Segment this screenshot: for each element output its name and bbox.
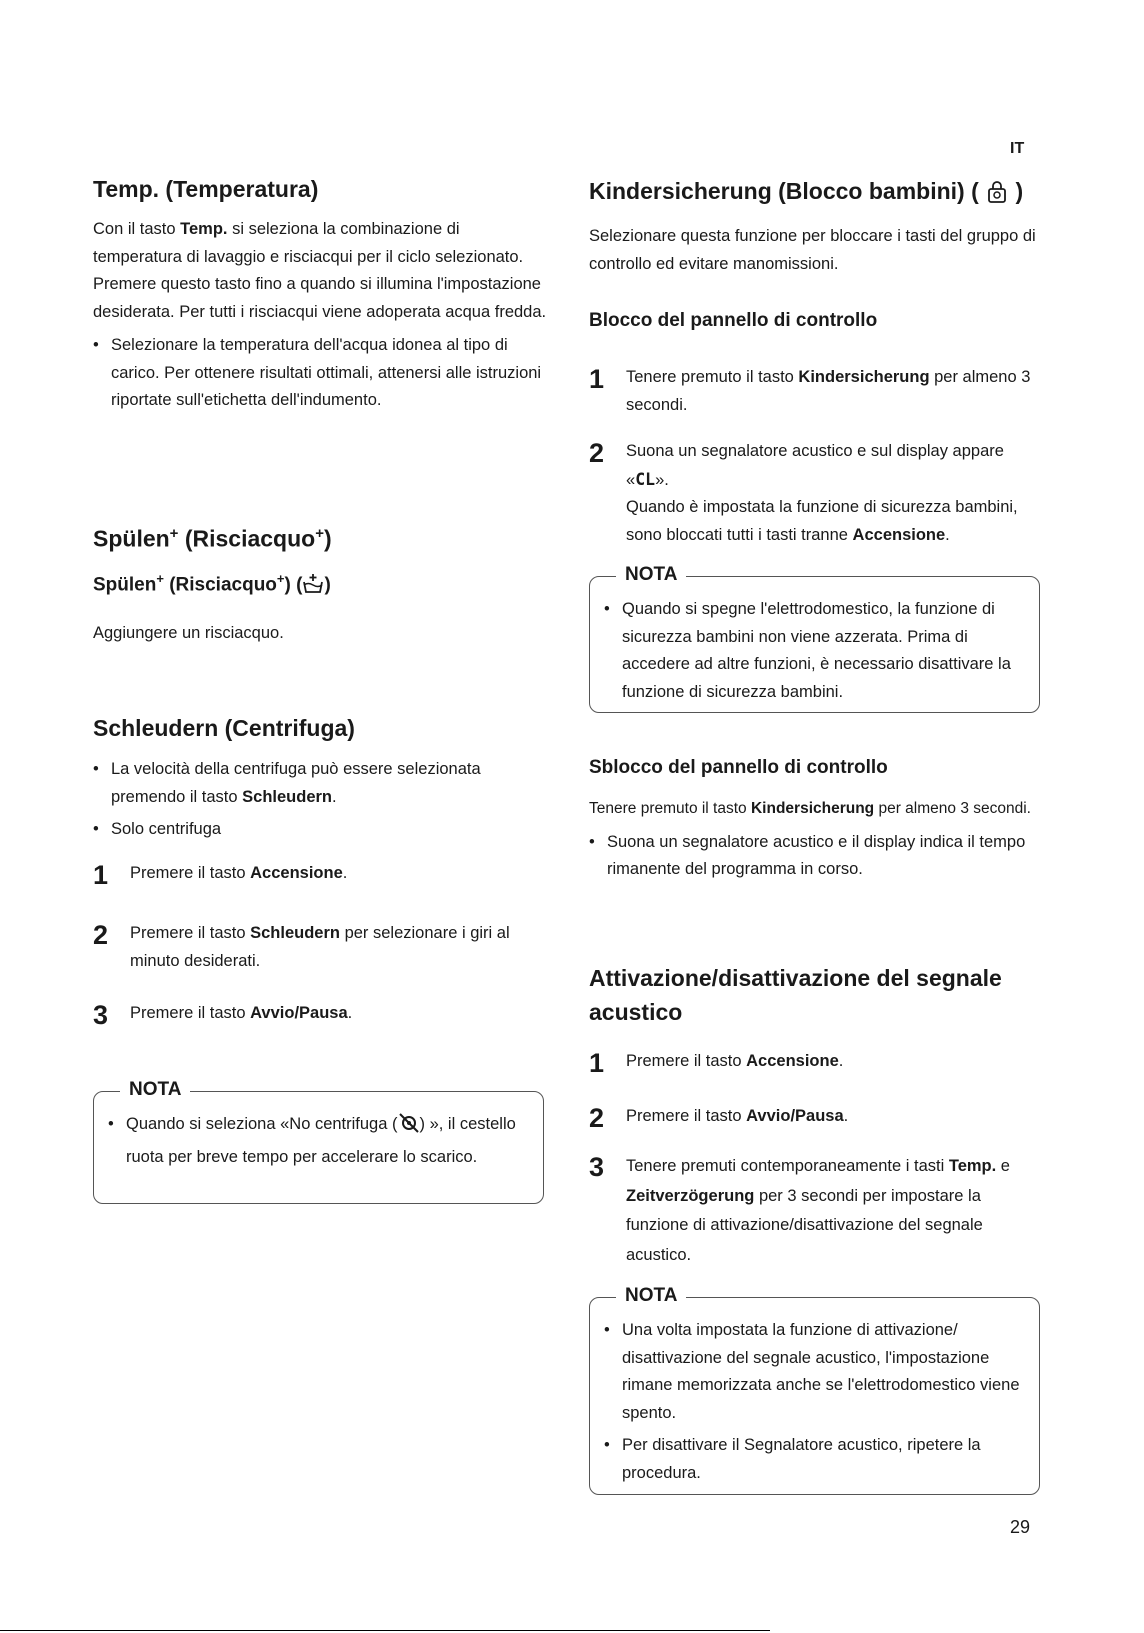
note-title: NOTA — [616, 560, 686, 590]
beep-section — [589, 961, 1044, 1029]
unlock-text: Tenere premuto il tasto Kindersicherung per almeno 3 secondi. — [589, 800, 1031, 817]
note-title: NOTA — [120, 1075, 190, 1105]
unlock-section — [589, 755, 1044, 884]
beep-title: Attivazione/disattivazione del segnale acustico — [589, 965, 1002, 1025]
step-number: 1 — [589, 364, 605, 394]
step-number: 1 — [589, 1048, 605, 1078]
child-lock-icon — [985, 179, 1009, 213]
note-bullet: • Per disattivare il Segnalatore acustico, ripetere la procedura. — [604, 1432, 1025, 1487]
step-number: 2 — [93, 920, 109, 950]
spin-note-box — [93, 1079, 544, 1204]
child-lock-section — [589, 174, 1044, 334]
step-number: 3 — [589, 1152, 605, 1182]
no-spin-icon — [398, 1112, 420, 1144]
note-body — [604, 1317, 1025, 1487]
temp-title: Temp. (Temperatura) — [93, 176, 319, 202]
rinse-plus-icon — [302, 573, 324, 603]
spin-bullet-speed: • La velocità della centrifuga può essere selezionata premendo il tasto Schleudern. — [93, 756, 548, 811]
step-number: 3 — [93, 1000, 109, 1030]
child-lock-note-box — [589, 564, 1040, 713]
rinse-title: Spülen+ (Risciacquo+) — [93, 525, 332, 552]
bottom-rule — [0, 1630, 770, 1631]
step-text: Suona un segnalatore acustico e sul display appare «CL». Quando è impostata la funzione di sicurezza bambini, sono bloccati tutti i tasti tranne Accensione. — [626, 442, 1018, 544]
step-text: Premere il tasto Accensione. — [626, 1052, 844, 1070]
temp-bullet: • Selezionare la temperatura dell'acqua idonea al tipo di carico. Per ottenere risultati ottimali, attenersi alle istruzioni riportate sull'etichetta dell'indumento. — [93, 332, 548, 415]
beep-note-box — [589, 1285, 1040, 1495]
step-text: Premere il tasto Schleudern per selezionare i giri al minuto desiderati. — [130, 924, 510, 970]
unlock-bullet: • Suona un segnalatore acustico e il display indica il tempo rimanente del programma in corso. — [589, 829, 1044, 884]
unlock-panel-title: Sblocco del pannello di controllo — [589, 757, 888, 778]
spin-title: Schleudern (Centrifuga) — [93, 715, 355, 741]
rinse-text: Aggiungere un risciacquo. — [93, 623, 284, 642]
note-body — [108, 1111, 529, 1171]
rinse-section — [93, 517, 548, 647]
spin-section — [93, 711, 548, 844]
child-lock-title: Kindersicherung (Blocco bambini) ( ) — [589, 174, 1044, 213]
step-text: Tenere premuto il tasto Kindersicherung per almeno 3 secondi. — [626, 368, 1031, 414]
language-code: IT — [1010, 140, 1025, 157]
note-body — [604, 596, 1025, 706]
note-title: NOTA — [616, 1281, 686, 1311]
step-text: Premere il tasto Avvio/Pausa. — [626, 1107, 849, 1125]
note-bullet: • Quando si seleziona «No centrifuga ( ) », il cestello ruota per breve tempo per accelerare lo scarico. — [108, 1111, 529, 1171]
step-number: 1 — [93, 860, 109, 890]
note-bullet: • Quando si spegne l'elettrodomestico, la funzione di sicurezza bambini non viene azzerata. Prima di accedere ad altre funzioni, è necessario disattivare la funzione di sicurezza bambini. — [604, 596, 1025, 706]
step-text: Premere il tasto Accensione. — [130, 864, 348, 882]
child-lock-intro: Selezionare questa funzione per bloccare i tasti del gruppo di controllo ed evitare manomissioni. — [589, 227, 1036, 273]
spin-bullet-only: • Solo centrifuga — [93, 816, 548, 844]
lock-panel-title: Blocco del pannello di controllo — [589, 310, 878, 331]
step-text: Premere il tasto Avvio/Pausa. — [130, 1004, 353, 1022]
display-code: CL — [635, 469, 656, 489]
step-number: 2 — [589, 438, 605, 468]
step-number: 2 — [589, 1103, 605, 1133]
note-bullet: • Una volta impostata la funzione di attivazione/ disattivazione del segnale acustico, l'impostazione rimane memorizzata anche se l'elettrodomestico viene spento. — [604, 1317, 1025, 1427]
temp-intro: Con il tasto Temp. si seleziona la combinazione di temperatura di lavaggio e risciacqui per il ciclo selezionato. Premere questo tasto fino a quando si illumina l'impostazione desiderata. Per tutti i risciacqui viene adoperata acqua fredda. — [93, 220, 547, 321]
step-text: Tenere premuti contemporaneamente i tasti Temp. e Zeitverzögerung per 3 secondi per impostare la funzione di attivazione/disattivazione del segnale acustico. — [626, 1157, 1010, 1264]
page-number: 29 — [1010, 1517, 1031, 1537]
temp-section — [93, 172, 548, 415]
rinse-subtitle: Spülen+ (Risciacquo+) ( ) — [93, 566, 548, 603]
